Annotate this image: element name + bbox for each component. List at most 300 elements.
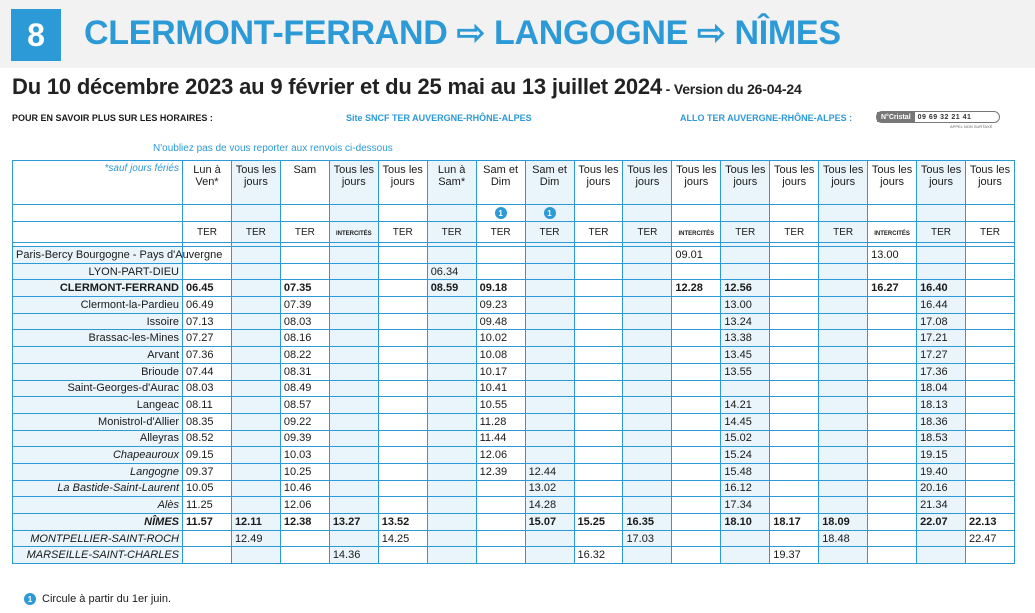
time-cell <box>868 547 917 564</box>
time-cell <box>966 497 1015 514</box>
time-cell <box>770 530 819 547</box>
stop-row <box>13 430 1015 447</box>
mode-cell <box>868 222 917 243</box>
time-cell <box>525 330 574 347</box>
time-cell <box>329 263 378 280</box>
time-cell: 12.06 <box>280 497 329 514</box>
time-cell <box>574 330 623 347</box>
time-cell <box>966 447 1015 464</box>
notes-cell <box>721 205 770 222</box>
stop-name: CLERMONT-FERRAND <box>13 280 183 297</box>
days-cell: Tous les jours <box>672 161 721 205</box>
time-cell <box>917 530 966 547</box>
stop-name: Langeac <box>13 397 183 414</box>
time-cell <box>476 480 525 497</box>
time-cell <box>966 247 1015 264</box>
time-cell: 18.36 <box>917 413 966 430</box>
time-cell <box>868 347 917 364</box>
time-cell <box>231 263 280 280</box>
time-cell <box>819 463 868 480</box>
time-cell <box>378 480 427 497</box>
days-cell: Tous les jours <box>868 161 917 205</box>
stop-name: Langogne <box>13 463 183 480</box>
time-cell: 10.41 <box>476 380 525 397</box>
time-cell: 17.34 <box>721 497 770 514</box>
time-cell: 08.49 <box>280 380 329 397</box>
stop-name: Saint-Georges-d'Aurac <box>13 380 183 397</box>
time-cell <box>672 530 721 547</box>
days-cell: Lun à Sam* <box>427 161 476 205</box>
time-cell <box>868 363 917 380</box>
time-cell: 08.22 <box>280 347 329 364</box>
time-cell <box>231 547 280 564</box>
time-cell <box>868 463 917 480</box>
time-cell <box>280 547 329 564</box>
time-cell: 07.36 <box>183 347 232 364</box>
time-cell <box>329 330 378 347</box>
time-cell <box>819 547 868 564</box>
time-cell: 07.39 <box>280 297 329 314</box>
time-cell <box>427 497 476 514</box>
time-cell: 12.44 <box>525 463 574 480</box>
time-cell <box>476 514 525 531</box>
time-cell <box>476 263 525 280</box>
time-cell <box>427 463 476 480</box>
time-cell: 07.13 <box>183 313 232 330</box>
time-cell <box>770 247 819 264</box>
stop-name: Brassac-les-Mines <box>13 330 183 347</box>
info-site-link[interactable]: Site SNCF TER AUVERGNE-RHÔNE-ALPES <box>346 113 532 123</box>
info-allo-label: ALLO TER AUVERGNE-RHÔNE-ALPES : <box>680 113 853 123</box>
time-cell <box>329 413 378 430</box>
stop-row <box>13 480 1015 497</box>
days-cell: Lun à Ven* <box>183 161 232 205</box>
time-cell <box>819 330 868 347</box>
time-cell: 17.03 <box>623 530 672 547</box>
time-cell <box>231 397 280 414</box>
ter-label: TER <box>441 226 462 238</box>
line-number-badge: 8 <box>11 9 61 61</box>
time-cell <box>525 347 574 364</box>
time-cell <box>623 463 672 480</box>
stop-row <box>13 263 1015 280</box>
time-cell <box>672 547 721 564</box>
time-cell <box>378 547 427 564</box>
time-cell <box>770 297 819 314</box>
days-row <box>13 161 1015 205</box>
time-cell: 19.40 <box>917 463 966 480</box>
stop-name: Clermont-la-Pardieu <box>13 297 183 314</box>
time-cell <box>770 463 819 480</box>
time-cell <box>574 530 623 547</box>
time-cell <box>623 247 672 264</box>
time-cell <box>819 447 868 464</box>
time-cell: 16.12 <box>721 480 770 497</box>
mode-cell <box>623 222 672 243</box>
notes-cell <box>819 205 868 222</box>
ter-label: TER <box>392 226 413 238</box>
ter-label: TER <box>196 226 217 238</box>
time-cell: 08.03 <box>183 380 232 397</box>
stop-row <box>13 247 1015 264</box>
time-cell <box>378 330 427 347</box>
time-cell <box>966 363 1015 380</box>
time-cell <box>378 347 427 364</box>
ter-label: TER <box>294 226 315 238</box>
time-cell <box>868 313 917 330</box>
mode-cell <box>280 222 329 243</box>
time-cell: 16.27 <box>868 280 917 297</box>
time-cell: 18.48 <box>819 530 868 547</box>
time-cell <box>231 363 280 380</box>
time-cell <box>672 313 721 330</box>
notes-cell <box>672 205 721 222</box>
time-cell: 08.59 <box>427 280 476 297</box>
time-cell: 13.00 <box>868 247 917 264</box>
time-cell: 09.39 <box>280 430 329 447</box>
ter-label: TER <box>245 226 266 238</box>
time-cell <box>770 413 819 430</box>
stop-name: Monistrol-d'Allier <box>13 413 183 430</box>
time-cell: 07.44 <box>183 363 232 380</box>
time-cell: 08.11 <box>183 397 232 414</box>
stop-row <box>13 547 1015 564</box>
time-cell <box>966 480 1015 497</box>
time-cell <box>378 447 427 464</box>
time-cell <box>378 363 427 380</box>
time-cell <box>623 347 672 364</box>
time-cell <box>525 530 574 547</box>
time-cell: 17.36 <box>917 363 966 380</box>
time-cell <box>329 463 378 480</box>
time-cell <box>868 330 917 347</box>
cristal-name: N°Cristal <box>877 112 915 122</box>
time-cell: 10.46 <box>280 480 329 497</box>
time-cell <box>427 547 476 564</box>
time-cell: 16.44 <box>917 297 966 314</box>
time-cell <box>427 480 476 497</box>
time-cell <box>819 263 868 280</box>
time-cell: 18.17 <box>770 514 819 531</box>
stop-row <box>13 397 1015 414</box>
time-cell <box>966 313 1015 330</box>
time-cell: 12.06 <box>476 447 525 464</box>
time-cell <box>868 530 917 547</box>
mode-cell <box>770 222 819 243</box>
time-cell: 08.35 <box>183 413 232 430</box>
time-cell <box>966 347 1015 364</box>
notes-cell <box>574 205 623 222</box>
time-cell: 14.25 <box>378 530 427 547</box>
notes-cell <box>231 205 280 222</box>
time-cell <box>329 397 378 414</box>
time-cell: 15.02 <box>721 430 770 447</box>
time-cell <box>231 447 280 464</box>
time-cell: 09.15 <box>183 447 232 464</box>
stop-row <box>13 313 1015 330</box>
time-cell: 10.25 <box>280 463 329 480</box>
time-cell <box>770 313 819 330</box>
mode-cell <box>917 222 966 243</box>
time-cell <box>770 447 819 464</box>
time-cell <box>329 480 378 497</box>
time-cell: 13.24 <box>721 313 770 330</box>
time-cell <box>672 363 721 380</box>
time-cell <box>427 363 476 380</box>
time-cell: 13.55 <box>721 363 770 380</box>
ter-label: TER <box>931 226 952 238</box>
time-cell <box>329 247 378 264</box>
time-cell <box>378 280 427 297</box>
time-cell <box>868 397 917 414</box>
stop-name: LYON-PART-DIEU <box>13 263 183 280</box>
time-cell <box>721 547 770 564</box>
time-cell <box>427 347 476 364</box>
time-cell <box>819 297 868 314</box>
validity-dates: Du 10 décembre 2023 au 9 février et du 25 mai au 13 juillet 2024 <box>12 74 662 99</box>
time-cell <box>623 380 672 397</box>
time-cell <box>329 497 378 514</box>
time-cell <box>672 480 721 497</box>
time-cell <box>819 313 868 330</box>
stop-name: Brioude <box>13 363 183 380</box>
time-cell <box>476 247 525 264</box>
mode-cell <box>231 222 280 243</box>
time-cell: 17.27 <box>917 347 966 364</box>
notes-cell <box>378 205 427 222</box>
time-cell <box>574 480 623 497</box>
reminder-text: N'oubliez pas de vous reporter aux renvois ci-dessous <box>153 143 393 154</box>
time-cell <box>672 447 721 464</box>
time-cell <box>280 530 329 547</box>
time-cell <box>819 497 868 514</box>
days-cell: Tous les jours <box>917 161 966 205</box>
time-cell <box>868 514 917 531</box>
time-cell <box>672 380 721 397</box>
days-cell: Sam et Dim <box>476 161 525 205</box>
time-cell: 14.21 <box>721 397 770 414</box>
time-cell: 16.35 <box>623 514 672 531</box>
time-cell <box>868 480 917 497</box>
time-cell: 08.31 <box>280 363 329 380</box>
time-cell: 17.08 <box>917 313 966 330</box>
time-cell: 07.27 <box>183 330 232 347</box>
time-cell: 17.21 <box>917 330 966 347</box>
time-cell: 14.28 <box>525 497 574 514</box>
timetable <box>12 160 1015 564</box>
notes-cell <box>525 205 574 222</box>
modes-row <box>13 222 1015 243</box>
cristal-number: 09 69 32 21 41 <box>917 113 972 121</box>
time-cell <box>672 397 721 414</box>
time-cell <box>623 480 672 497</box>
time-cell <box>183 530 232 547</box>
time-cell <box>868 447 917 464</box>
time-cell: 10.55 <box>476 397 525 414</box>
time-cell <box>378 263 427 280</box>
time-cell <box>966 430 1015 447</box>
time-cell <box>770 480 819 497</box>
time-cell <box>574 497 623 514</box>
stop-name: Chapeauroux <box>13 447 183 464</box>
notes-cell <box>966 205 1015 222</box>
time-cell <box>525 397 574 414</box>
ter-label: TER <box>539 226 560 238</box>
time-cell: 11.25 <box>183 497 232 514</box>
notes-cell <box>183 205 232 222</box>
time-cell: 19.37 <box>770 547 819 564</box>
ter-label: TER <box>980 226 1000 238</box>
notes-header-cell <box>13 205 183 222</box>
time-cell <box>623 263 672 280</box>
days-cell: Tous les jours <box>770 161 819 205</box>
time-cell <box>623 363 672 380</box>
time-cell: 22.47 <box>966 530 1015 547</box>
intercites-logo: INTERCITÉS <box>678 230 715 237</box>
stop-row <box>13 297 1015 314</box>
notes-row <box>13 205 1015 222</box>
time-cell <box>770 347 819 364</box>
time-cell: 13.45 <box>721 347 770 364</box>
route-title: CLERMONT-FERRAND ⇨ LANGOGNE ⇨ NÎMES <box>84 14 841 52</box>
time-cell <box>378 397 427 414</box>
time-cell <box>574 280 623 297</box>
time-cell <box>672 347 721 364</box>
time-cell <box>672 497 721 514</box>
time-cell <box>476 497 525 514</box>
time-cell <box>672 330 721 347</box>
mode-cell <box>476 222 525 243</box>
time-cell <box>427 380 476 397</box>
time-cell <box>819 347 868 364</box>
footnote-marker: 1 <box>24 593 36 605</box>
time-cell <box>770 497 819 514</box>
time-cell <box>378 313 427 330</box>
time-cell <box>329 313 378 330</box>
stop-name: Issoire <box>13 313 183 330</box>
time-cell: 14.36 <box>329 547 378 564</box>
mode-cell <box>574 222 623 243</box>
time-cell: 18.04 <box>917 380 966 397</box>
notes-cell <box>427 205 476 222</box>
time-cell <box>623 397 672 414</box>
time-cell <box>623 547 672 564</box>
time-cell <box>819 397 868 414</box>
time-cell <box>966 297 1015 314</box>
time-cell <box>770 263 819 280</box>
time-cell: 20.16 <box>917 480 966 497</box>
time-cell <box>623 413 672 430</box>
time-cell <box>819 413 868 430</box>
info-label: POUR EN SAVOIR PLUS SUR LES HORAIRES : <box>12 113 213 123</box>
time-cell <box>231 313 280 330</box>
stop-name: Alleyras <box>13 430 183 447</box>
time-cell <box>574 447 623 464</box>
time-cell <box>623 330 672 347</box>
time-cell <box>623 447 672 464</box>
time-cell: 12.39 <box>476 463 525 480</box>
time-cell <box>231 380 280 397</box>
time-cell: 18.13 <box>917 397 966 414</box>
time-cell: 12.49 <box>231 530 280 547</box>
time-cell <box>868 297 917 314</box>
time-cell <box>574 380 623 397</box>
time-cell <box>672 463 721 480</box>
time-cell <box>574 347 623 364</box>
mode-cell <box>427 222 476 243</box>
time-cell <box>525 363 574 380</box>
time-cell <box>868 380 917 397</box>
time-cell <box>525 380 574 397</box>
time-cell: 22.13 <box>966 514 1015 531</box>
stop-row <box>13 530 1015 547</box>
intercites-logo: INTERCITÉS <box>335 230 372 237</box>
time-cell <box>378 430 427 447</box>
time-cell <box>427 330 476 347</box>
footnote <box>24 593 171 605</box>
stop-row <box>13 380 1015 397</box>
time-cell <box>966 380 1015 397</box>
version-label: - Version du 26-04-24 <box>661 81 802 97</box>
time-cell <box>672 413 721 430</box>
time-cell: 09.01 <box>672 247 721 264</box>
time-cell <box>574 363 623 380</box>
intercites-logo: INTERCITÉS <box>874 230 910 237</box>
time-cell <box>378 463 427 480</box>
ter-label: TER <box>637 226 658 238</box>
time-cell <box>525 297 574 314</box>
cristal-phone-badge[interactable] <box>876 111 1000 123</box>
mode-cell <box>525 222 574 243</box>
mode-cell <box>966 222 1015 243</box>
time-cell <box>819 380 868 397</box>
ter-label: TER <box>588 226 609 238</box>
time-cell: 06.34 <box>427 263 476 280</box>
footnote-text: Circule à partir du 1er juin. <box>42 593 172 605</box>
time-cell <box>231 297 280 314</box>
time-cell: 19.15 <box>917 447 966 464</box>
time-cell <box>476 547 525 564</box>
ter-label: TER <box>490 226 511 238</box>
days-cell: Tous les jours <box>819 161 868 205</box>
time-cell: 06.45 <box>183 280 232 297</box>
time-cell: 13.27 <box>329 514 378 531</box>
time-cell <box>427 297 476 314</box>
stop-row <box>13 514 1015 531</box>
time-cell: 16.32 <box>574 547 623 564</box>
time-cell: 10.17 <box>476 363 525 380</box>
time-cell <box>770 397 819 414</box>
days-cell: Tous les jours <box>623 161 672 205</box>
time-cell <box>770 280 819 297</box>
time-cell <box>525 430 574 447</box>
notes-cell <box>917 205 966 222</box>
time-cell <box>819 280 868 297</box>
time-cell <box>721 263 770 280</box>
time-cell <box>770 430 819 447</box>
notes-cell <box>476 205 525 222</box>
time-cell <box>183 263 232 280</box>
time-cell <box>378 497 427 514</box>
validity-period <box>12 74 802 100</box>
days-cell: Sam <box>280 161 329 205</box>
time-cell: 14.45 <box>721 413 770 430</box>
time-cell <box>329 430 378 447</box>
time-cell: 09.48 <box>476 313 525 330</box>
time-cell <box>427 313 476 330</box>
time-cell <box>721 247 770 264</box>
time-cell <box>819 430 868 447</box>
